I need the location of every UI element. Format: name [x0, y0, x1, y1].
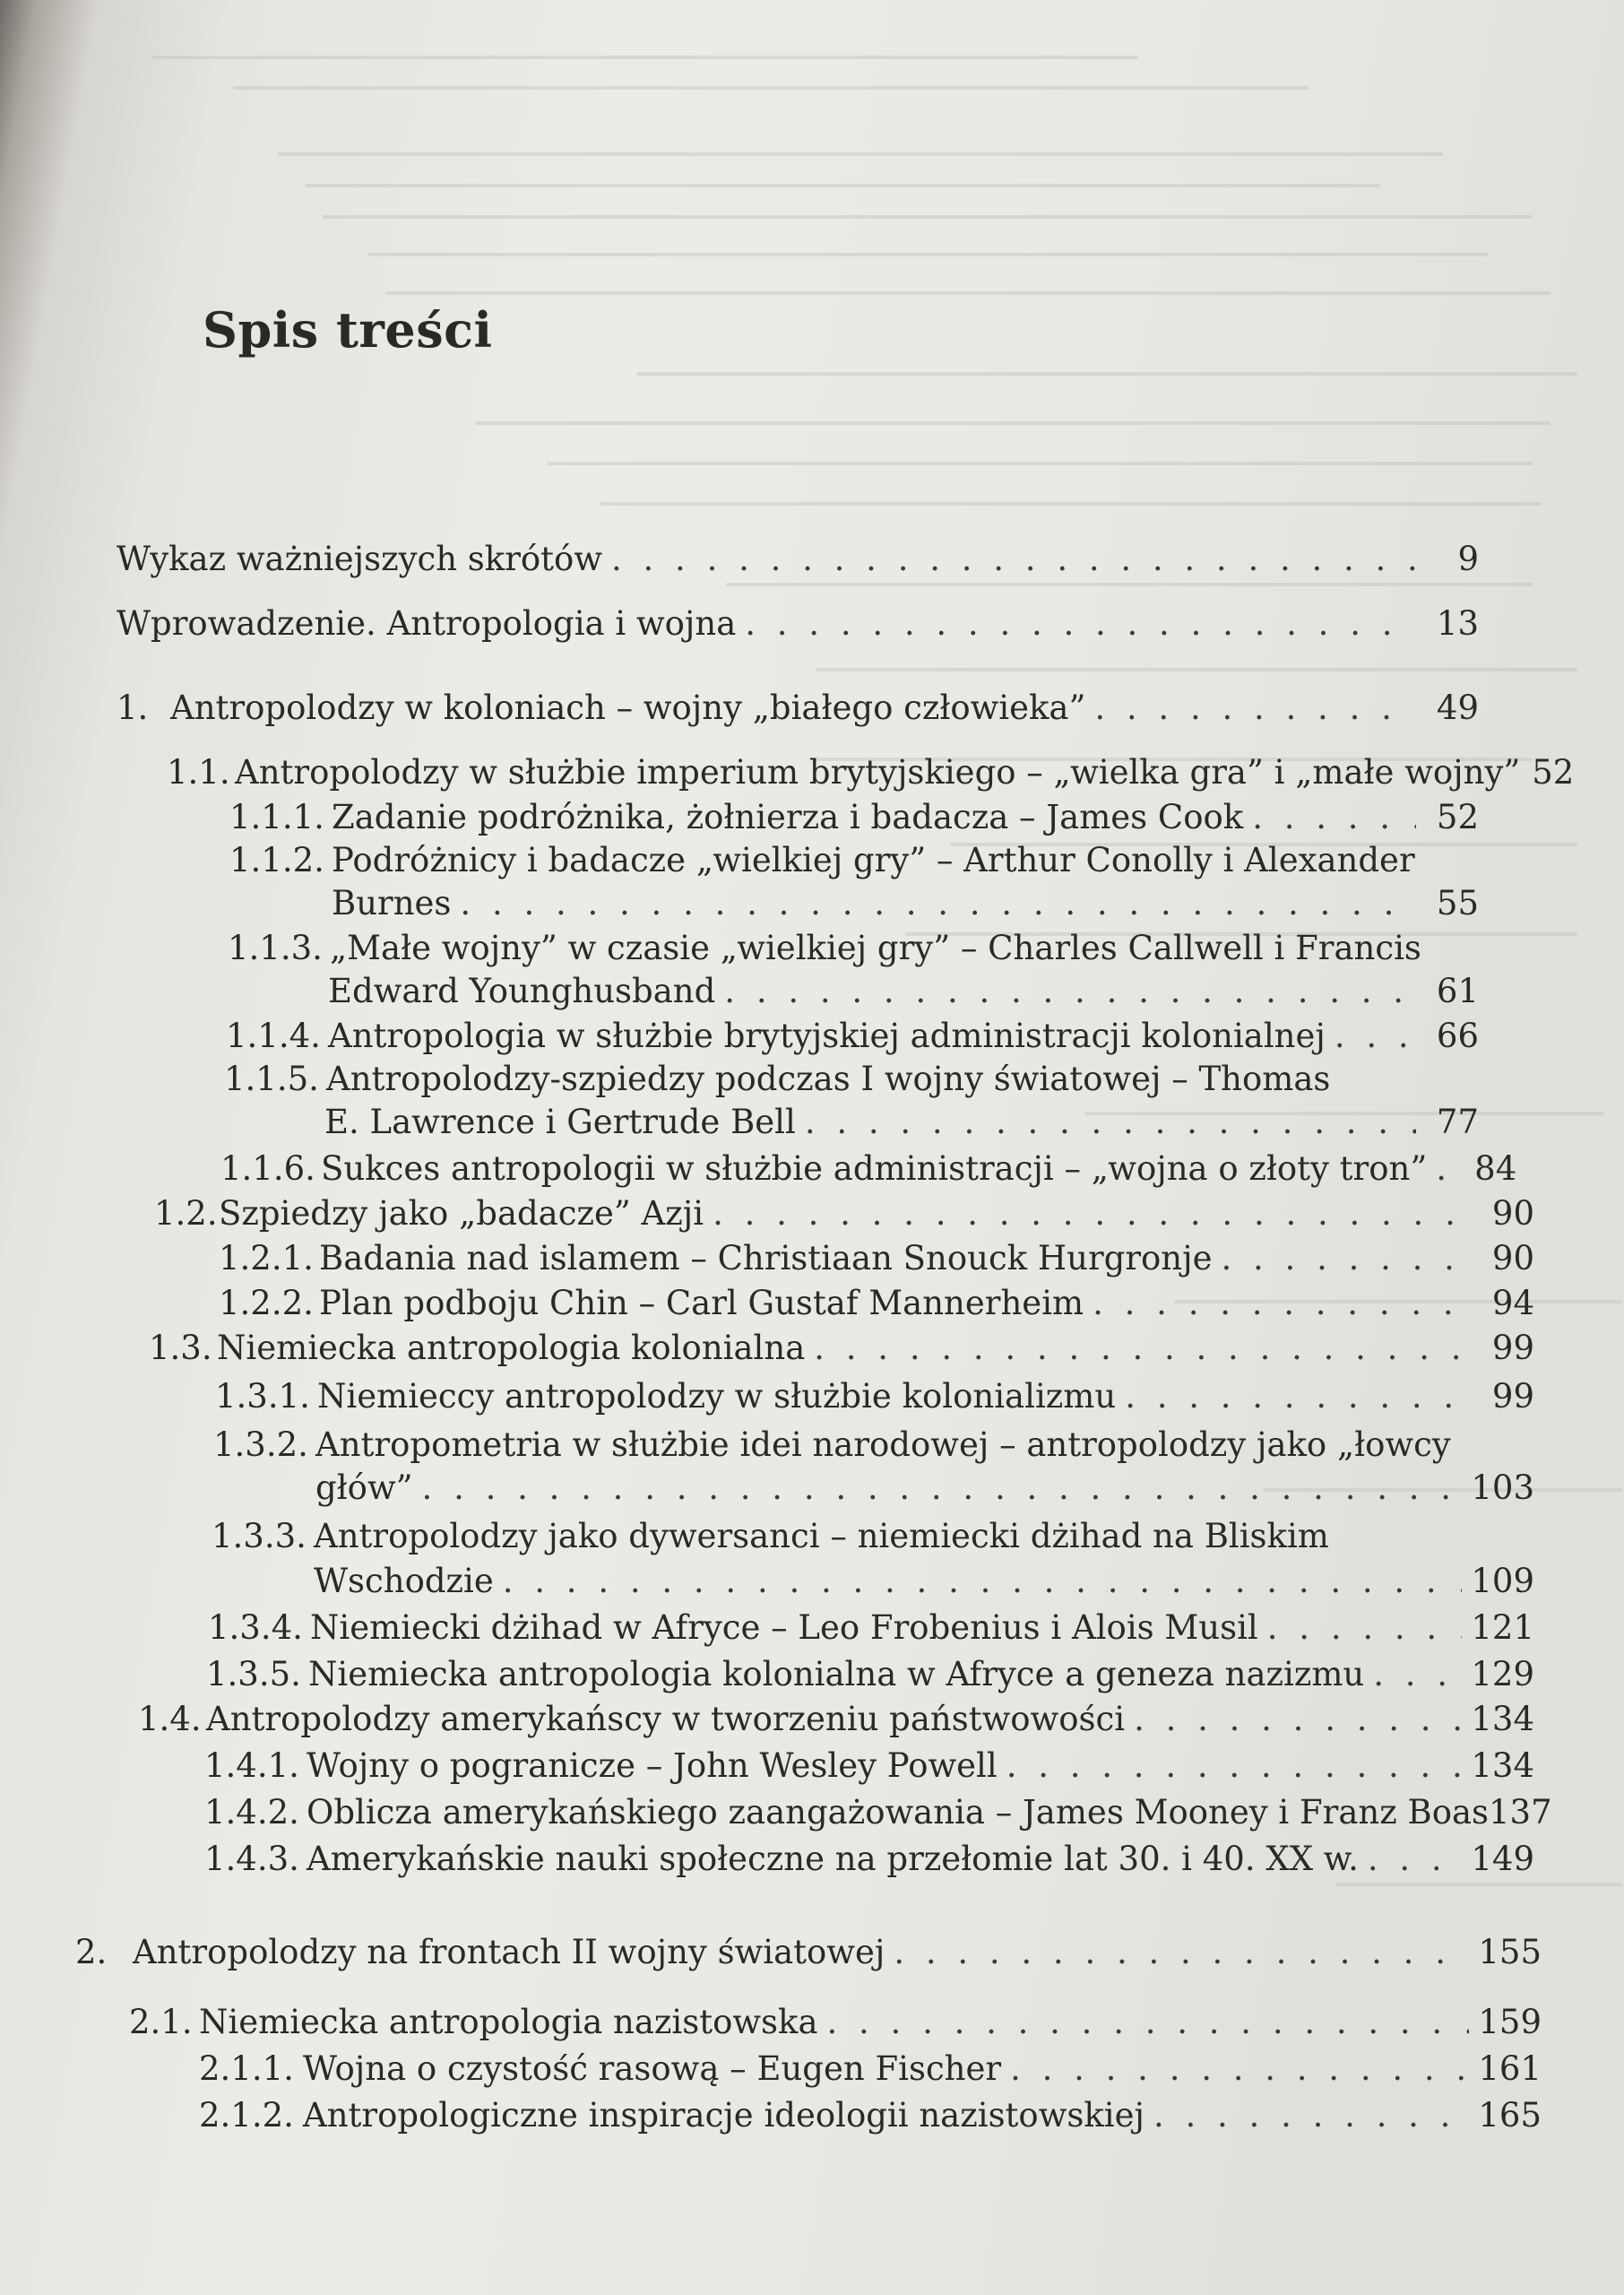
toc-entry-number: 1.3.2.: [213, 1425, 308, 1464]
toc-entry-page: 13: [1436, 604, 1479, 643]
toc-entry-page: 52: [1532, 753, 1575, 792]
toc-entry-number: 1.2.2.: [219, 1284, 314, 1322]
toc-entry-number: 1.3.3.: [212, 1517, 307, 1555]
toc-entry-number: 1.1.3.: [228, 929, 323, 967]
leader-dots: [805, 1101, 1416, 1144]
leader-dots: [1436, 1148, 1454, 1191]
toc-entry: [117, 687, 1479, 730]
toc-entry-page: 9: [1457, 540, 1479, 578]
toc-entry: [219, 1237, 1534, 1280]
toc-entry-page: 161: [1478, 2049, 1542, 2088]
toc-entry-title: Wykaz ważniejszych skrótów: [117, 540, 602, 578]
toc-entry-page: 90: [1491, 1194, 1534, 1233]
toc-entry-title: Amerykańskie nauki społeczne na przełomie lat 30. i 40. XX w.: [307, 1840, 1359, 1878]
leader-dots: [611, 538, 1416, 581]
toc-entry-page: 55: [1436, 884, 1479, 922]
leader-dots: [724, 970, 1416, 1013]
toc-entry-title: Niemiecka antropologia kolonialna: [217, 1329, 806, 1367]
toc-entry-title: Antropolodzy amerykańscy w tworzeniu państwowości: [206, 1700, 1126, 1738]
toc-entry-title: Oblicza amerykańskiego zaangażowania – James Mooney i Franz Boas: [307, 1793, 1490, 1832]
toc-entry: [206, 1653, 1534, 1696]
toc-entry: [229, 839, 1479, 882]
leader-dots: [745, 602, 1416, 645]
toc-entry-number: 1.1.: [167, 753, 230, 792]
toc-entry-page: 129: [1471, 1655, 1534, 1693]
toc-entry-page: 77: [1436, 1103, 1479, 1141]
toc-entry-title-cont: Burnes: [332, 884, 452, 922]
toc-entry-number: 1.3.5.: [206, 1655, 301, 1693]
toc-entry-title: Antropometria w służbie idei narodowej – antropolodzy jako „łowcy: [315, 1425, 1451, 1464]
toc-entry-number: 1.: [117, 688, 149, 727]
toc-entry: [229, 796, 1479, 839]
leader-dots: [1093, 1282, 1472, 1325]
leader-dots: [422, 1467, 1463, 1510]
toc-entry-page: 121: [1471, 1608, 1534, 1647]
toc-entry-number: 1.4.1.: [204, 1746, 299, 1785]
toc-entry-number: 1.3.4.: [208, 1608, 303, 1647]
leader-dots: [1006, 1745, 1463, 1788]
toc-entry-page: 94: [1491, 1284, 1534, 1322]
leader-dots: [1335, 1015, 1416, 1058]
toc-entry-number: 2.1.2.: [199, 2096, 294, 2135]
toc-entry-number: 1.3.: [149, 1329, 212, 1367]
toc-entry-page: 155: [1478, 1933, 1542, 1971]
toc-entry-page: 49: [1436, 688, 1479, 727]
toc-entry-page: 134: [1471, 1746, 1534, 1785]
leader-dots: [1368, 1838, 1463, 1881]
toc-entry: [220, 1148, 1517, 1191]
toc-entry: [213, 1424, 1534, 1467]
toc-entry-title: Niemiecka antropologia kolonialna w Afryce a geneza nazizmu: [308, 1655, 1365, 1693]
leader-dots: [827, 2001, 1470, 2044]
toc-entry-title: „Małe wojny” w czasie „wielkiej gry” – Charles Callwell i Francis: [330, 929, 1421, 967]
toc-entry-page: 137: [1489, 1793, 1552, 1832]
toc-entry-number: 1.1.1.: [229, 798, 324, 836]
toc-entry: [204, 1791, 1552, 1834]
toc-entry-title-cont: E. Lawrence i Gertrude Bell: [324, 1103, 796, 1141]
leader-dots: [503, 1560, 1463, 1603]
toc-entry: [149, 1327, 1534, 1370]
leader-dots: [1125, 1375, 1472, 1418]
toc-entry-number: 1.1.2.: [229, 841, 324, 879]
toc-entry-number: 2.1.1.: [199, 2049, 294, 2088]
toc-entry: [154, 1192, 1534, 1235]
toc-entry-page: 134: [1471, 1700, 1534, 1738]
toc-entry-number: 2.1.: [129, 2003, 193, 2041]
toc-entry: [224, 1058, 1479, 1101]
toc-entry-title: Niemiecki dżihad w Afryce – Leo Frobenius i Alois Musil: [310, 1608, 1258, 1647]
leader-dots: [1222, 1237, 1473, 1280]
toc-entry-title: Wprowadzenie. Antropologia i wojna: [117, 604, 737, 643]
toc-entry-number: 1.1.6.: [220, 1149, 315, 1188]
toc-entry-page: 66: [1436, 1017, 1479, 1055]
toc-entry-continuation: [314, 1560, 1534, 1603]
toc-entry-title: Antropolodzy w koloniach – wojny „białego człowieka”: [170, 688, 1086, 727]
toc-entry-number: 1.4.2.: [204, 1793, 299, 1832]
toc-entry-number: 1.4.3.: [204, 1840, 299, 1878]
toc-entry: [226, 1015, 1479, 1058]
toc-entry: [212, 1515, 1534, 1558]
toc-entry: [117, 602, 1479, 645]
leader-dots: [1134, 1698, 1462, 1741]
toc-entry-title: Antropolodzy jako dywersanci – niemiecki dżihad na Bliskim: [314, 1517, 1329, 1555]
leader-dots: [1010, 2048, 1469, 2091]
leader-dots: [894, 1931, 1469, 1974]
leader-dots: [713, 1192, 1472, 1235]
toc-entry: [204, 1838, 1534, 1881]
toc-entry-page: 99: [1491, 1329, 1534, 1367]
toc-entry-title: Antropolodzy-szpiedzy podczas I wojny światowej – Thomas: [326, 1060, 1331, 1098]
toc-entry-title: Niemieccy antropolodzy w służbie kolonializmu: [317, 1377, 1117, 1416]
toc-entry-page: 109: [1471, 1562, 1534, 1600]
page-title: Spis treści: [203, 301, 493, 359]
toc-entry-continuation: [324, 1101, 1479, 1144]
toc-entry: [117, 538, 1479, 581]
toc-entry-title-cont: głów”: [315, 1468, 413, 1507]
toc-entry-number: 1.1.4.: [226, 1017, 321, 1055]
leader-dots: [814, 1327, 1472, 1370]
toc-entry-title: Szpiedzy jako „badacze” Azji: [219, 1194, 704, 1233]
toc-entry-title: Plan podboju Chin – Carl Gustaf Mannerheim: [319, 1284, 1084, 1322]
toc-entry-title: Antropolodzy na frontach II wojny światowej: [133, 1933, 885, 1971]
leader-dots: [1267, 1606, 1463, 1650]
toc-entry-title: Wojna o czystość rasową – Eugen Fischer: [303, 2049, 1002, 2088]
toc-entry-page: 103: [1471, 1468, 1534, 1507]
toc-entry-title-cont: Edward Younghusband: [328, 972, 716, 1010]
toc-entry: [199, 2094, 1542, 2137]
toc-entry-number: 2.: [75, 1933, 108, 1971]
toc-entry-number: 1.4.: [138, 1700, 202, 1738]
toc-entry: [208, 1606, 1534, 1650]
toc-entry-number: 1.2.1.: [219, 1239, 314, 1277]
toc-entry-title: Niemiecka antropologia nazistowska: [199, 2003, 818, 2041]
toc-entry-title: Zadanie podróżnika, żołnierza i badacza – James Cook: [332, 798, 1244, 836]
toc-entry-title: Sukces antropologii w służbie administracji – „wojna o złoty tron”: [321, 1149, 1428, 1188]
toc-entry: [228, 927, 1479, 970]
toc-entry: [138, 1698, 1534, 1741]
toc-entry-page: 165: [1478, 2096, 1542, 2135]
toc-entry-page: 159: [1478, 2003, 1542, 2041]
toc-entry-continuation: [328, 970, 1479, 1013]
toc-entry: [204, 1745, 1534, 1788]
leader-dots: [1094, 687, 1416, 730]
toc-entry-page: 99: [1491, 1377, 1534, 1416]
toc-entry: [215, 1375, 1534, 1418]
toc-entry-page: 149: [1471, 1840, 1534, 1878]
toc-entry-page: 61: [1436, 972, 1479, 1010]
toc-entry-page: 84: [1474, 1149, 1517, 1188]
leader-dots: [1252, 796, 1416, 839]
toc-entry-title: Badania nad islamem – Christiaan Snouck Hurgronje: [319, 1239, 1213, 1277]
toc-entry-continuation: [315, 1467, 1534, 1510]
toc-entry-title: Podróżnicy i badacze „wielkiej gry” – Arthur Conolly i Alexander: [332, 841, 1415, 879]
toc-entry: [219, 1282, 1534, 1325]
toc-entry: [167, 751, 1575, 794]
leader-dots: [1373, 1653, 1462, 1696]
toc-entry-page: 90: [1491, 1239, 1534, 1277]
toc-entry: [75, 1931, 1542, 1974]
leader-dots: [1153, 2094, 1469, 2137]
toc-entry-number: 1.1.5.: [224, 1060, 319, 1098]
toc-entry-title: Antropolodzy w służbie imperium brytyjskiego – „wielka gra” i „małe wojny”: [235, 753, 1521, 792]
toc-entry-title: Antropologiczne inspiracje ideologii nazistowskiej: [303, 2096, 1145, 2135]
toc-entry: [199, 2048, 1542, 2091]
toc-entry-title: Wojny o pogranicze – John Wesley Powell: [307, 1746, 998, 1785]
leader-dots: [460, 882, 1416, 925]
toc-entry-title-cont: Wschodzie: [314, 1562, 494, 1600]
toc-entry: [129, 2001, 1542, 2044]
toc-entry-number: 1.2.: [154, 1194, 218, 1233]
toc-entry-continuation: [332, 882, 1479, 925]
toc-entry-title: Antropologia w służbie brytyjskiej administracji kolonialnej: [328, 1017, 1326, 1055]
toc-entry-number: 1.3.1.: [215, 1377, 310, 1416]
toc-entry-page: 52: [1436, 798, 1479, 836]
